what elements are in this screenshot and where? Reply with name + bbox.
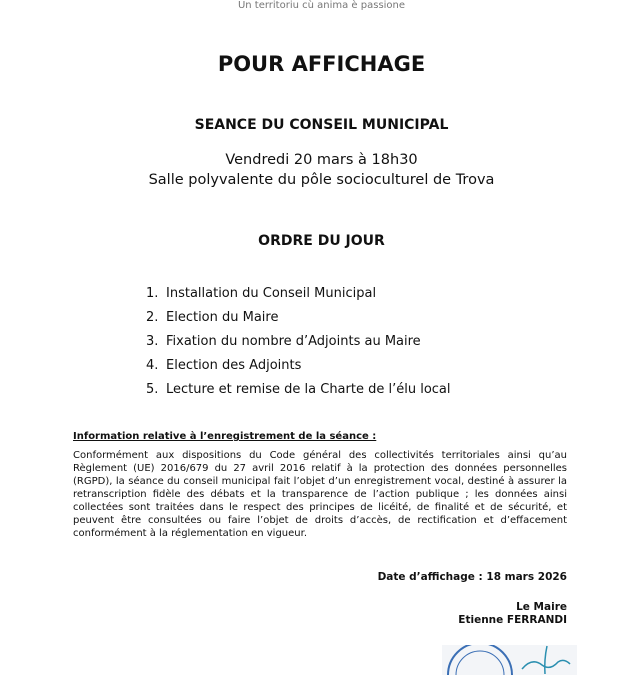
posting-date: Date d’affichage : 18 mars 2026 xyxy=(377,571,567,583)
signature-block xyxy=(458,601,567,627)
agenda-heading: ORDRE DU JOUR xyxy=(258,233,385,249)
info-body: Conformément aux dispositions du Code général des collectivités territoriales ainsi qu’au Règlement (UE) 2016/679 du 27 avril 2016 relatif à la protection des données personnelles (RGPD), la séance du conseil municipal fait l’objet d’un enregistrement vocal, destiné à assurer la retranscription fidèle des débats et la transparence de l’action publique ; les données ainsi collectées sont traitées dans le respect des principes de licéité, de finalité et de sécurité, et peuvent être consultées ou faire l’objet de droits d’accès, de rectification et d’effacement conformément à la réglementation en vigueur. xyxy=(73,450,567,539)
list-item: 4. Election des Adjoints xyxy=(146,358,302,373)
agenda-list xyxy=(146,286,451,406)
session-date: Vendredi 20 mars à 18h30 xyxy=(225,152,418,168)
stamp-and-signature xyxy=(442,645,577,675)
list-item: 5. Lecture et remise de la Charte de l’élu local xyxy=(146,382,451,397)
session-heading: SEANCE DU CONSEIL MUNICIPAL xyxy=(194,117,449,133)
signer-role: Le Maire xyxy=(516,601,567,613)
info-heading: Information relative à l’enregistrement de la séance : xyxy=(73,431,377,442)
page-title: POUR AFFICHAGE xyxy=(217,52,426,76)
list-item: 2. Election du Maire xyxy=(146,310,279,325)
list-item: 1. Installation du Conseil Municipal xyxy=(146,286,377,301)
list-item: 3. Fixation du nombre d’Adjoints au Maire xyxy=(146,334,421,349)
session-details xyxy=(0,150,643,190)
tagline: Un territoriu cù anima è passione xyxy=(237,0,406,11)
signer-name: Etienne FERRANDI xyxy=(458,614,567,626)
session-venue: Salle polyvalente du pôle socioculturel de Trova xyxy=(148,172,495,188)
